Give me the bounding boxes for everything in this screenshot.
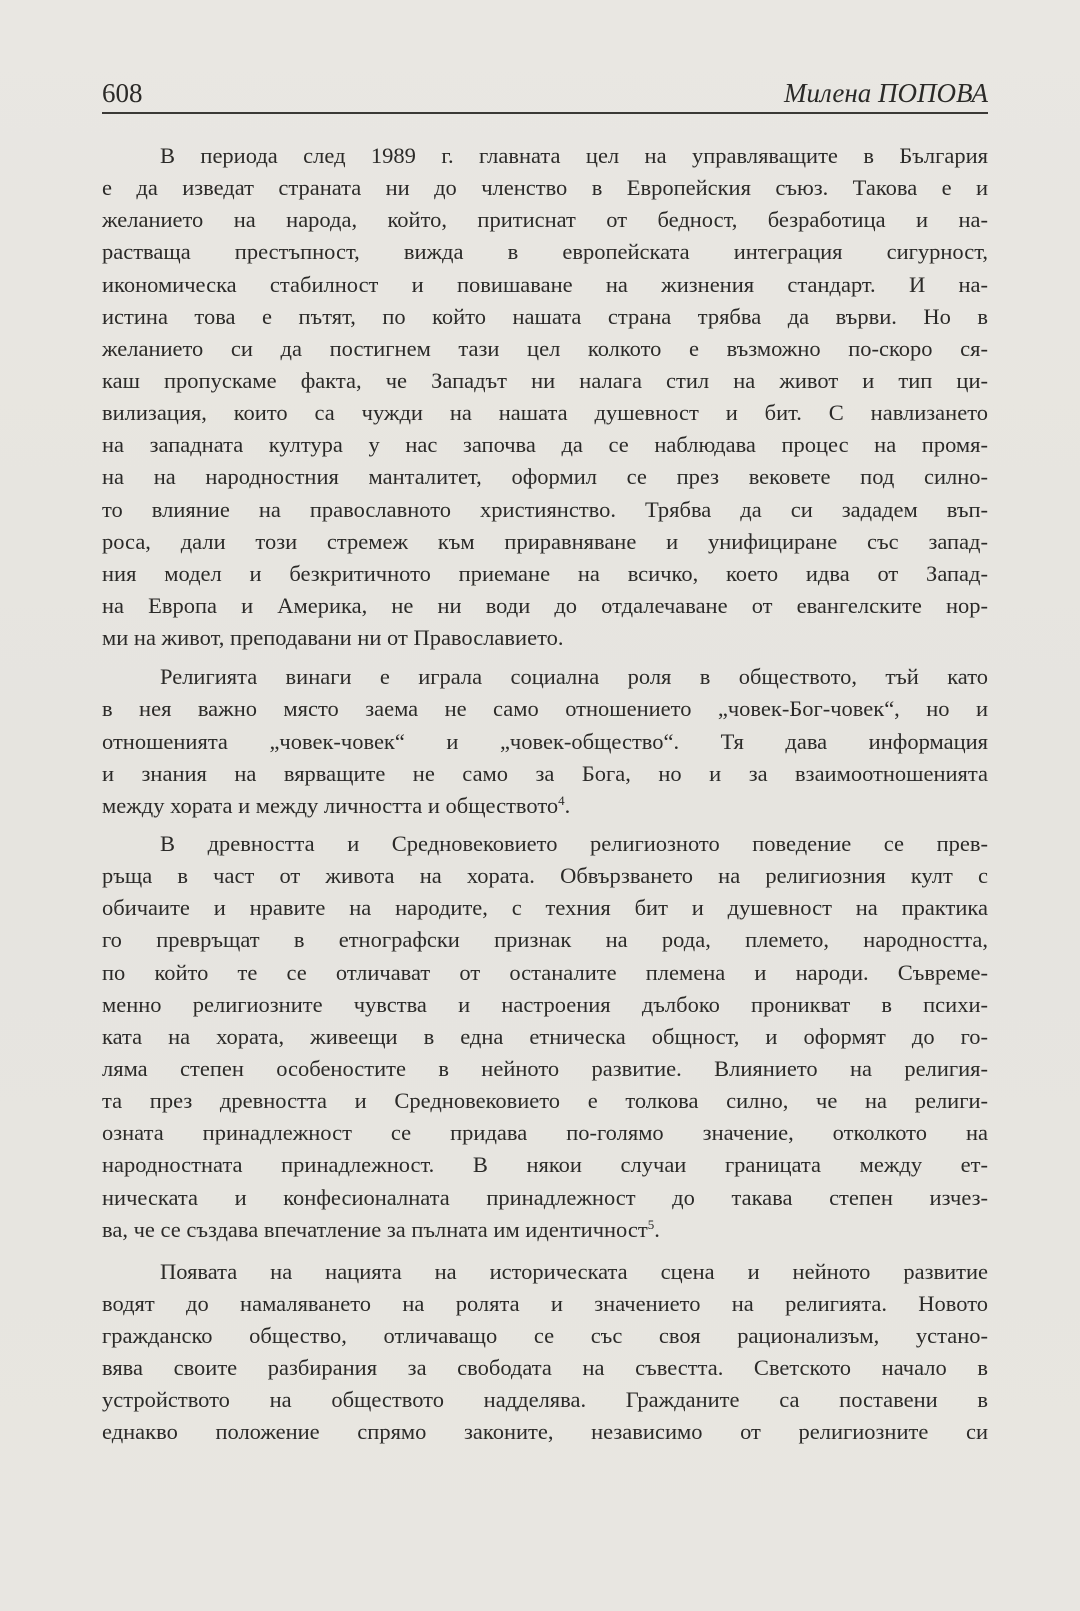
body-text <box>102 140 988 1449</box>
text-line: в нея важно място заема не само отношението „човек-Бог-човек“, но и <box>102 696 988 722</box>
text-line: ръща в част от живота на хората. Обвързването на религиозния култ с <box>102 863 988 889</box>
text-line: обичаите и нравите на народите, с техния бит и душевност на практика <box>102 895 988 921</box>
text-line: В периода след 1989 г. главната цел на управляващите в България <box>160 143 988 168</box>
text-line: еднакво положение спрямо законите, независимо от религиозните си <box>102 1419 988 1445</box>
text-line: В древността и Средновековието религиозното поведение се прев- <box>160 830 988 856</box>
text-line: вява своите разбирания за свободата на съвестта. Светското начало в <box>102 1355 988 1381</box>
text-line: отношенията „човек-човек“ и „човек-общество“. Тя дава информация <box>102 728 988 754</box>
text-line: устройството на обществото надделява. Гражданите са поставени в <box>102 1387 988 1413</box>
text-line: на западната култура у нас започва да се наблюдава процес на промя- <box>102 432 988 458</box>
text-line-content: между хората и между личността и обществото <box>102 792 559 818</box>
text-line: растваща престъпност, вижда в европейската интеграция сигурност, <box>102 239 988 265</box>
text-line: Религията винаги е играла социална роля в обществото, тъй като <box>160 664 988 690</box>
text-line: ката на хората, живеещи в една етническа общност, и оформят до го- <box>102 1023 988 1049</box>
text-line: истина това е пътят, по който нашата страна трябва да върви. Но в <box>102 303 988 329</box>
text-line: народностната принадлежност. В някои случаи границата между ет- <box>102 1152 988 1178</box>
text-line: то влияние на православното християнство. Трябва да си зададем въп- <box>102 496 988 522</box>
text-line: ми на живот, преподавани ни от Православието. <box>102 625 564 651</box>
text-line: та през древността и Средновековието е толкова силно, че на религи- <box>102 1088 988 1114</box>
text-line: по който те се отличават от останалите племена и народи. Съвремe- <box>102 959 988 985</box>
text-line: ния модел и безкритичното приемане на всичко, което идва от Запад- <box>102 560 988 586</box>
running-header <box>102 76 988 114</box>
text-line: желанието си да постигнем тази цел колкото е възможно по-скоро ся- <box>102 335 988 361</box>
text-line: и знания на вярващите не само за Бога, но и за взаимоотношенията <box>102 760 988 786</box>
text-line: водят до намаляването на ролята и значението на религията. Новото <box>102 1290 988 1316</box>
text-line: озната принадлежност се придава по-голямо значение, отколкото на <box>102 1120 988 1146</box>
text-line: го превръщат в етнографски признак на рода, племето, народността, <box>102 927 988 953</box>
footnote-marker: 4 <box>558 792 565 808</box>
text-line: роса, дали този стремеж към приравняване и унифициране със запад- <box>102 528 988 554</box>
text-line-with-footnote: ва, че се създава впечатление за пълната им идентичност$^5$. <box>102 1216 660 1242</box>
text-line-with-footnote: между хората и между личността и обществото$^4$. <box>102 792 571 818</box>
text-line: Появата на нацията на историческата сцена и нейното развитие <box>160 1258 988 1284</box>
text-line: каш пропускаме факта, че Западът ни налага стил на живот и тип ци- <box>102 367 988 393</box>
text-line: ническата и конфесионалната принадлежност до такава степен изчез- <box>102 1184 988 1210</box>
text-line: икономическа стабилност и повишаване на жизнения стандарт. И на- <box>102 271 988 297</box>
text-line: гражданско общество, отличаващо се със своя рационализъм, устано- <box>102 1323 988 1349</box>
text-line-content: ва, че се създава впечатление за пълната им идентичност <box>102 1216 648 1242</box>
page-number: 608 <box>102 78 143 108</box>
text-line: вилизация, които са чужди на нашата душевност и бит. С навлизането <box>102 400 988 426</box>
paragraph-1 <box>102 140 988 654</box>
paragraph-2 <box>102 661 988 822</box>
footnote-marker: 5 <box>647 1216 655 1232</box>
text-line: менно религиозните чувства и настроения дълбоко проникват в психи- <box>102 991 988 1017</box>
text-line: е да изведат страната ни до членство в Европейския съюз. Такова е и <box>102 175 988 201</box>
paragraph-3 <box>102 828 988 1246</box>
text-line: на Европа и Америка, не ни води до отдалечаване от евангелските нор- <box>102 592 988 618</box>
text-line: желанието на народа, който, притиснат от бедност, безработица и на- <box>102 207 988 233</box>
text-line: ляма степен особеностите в нейното развитие. Влиянието на религия- <box>102 1055 988 1081</box>
paragraph-4 <box>102 1256 988 1449</box>
text-line: на на народностния манталитет, оформил се през вековете под силно- <box>102 464 988 490</box>
author-name: Милена ПОПОВА <box>783 78 988 108</box>
